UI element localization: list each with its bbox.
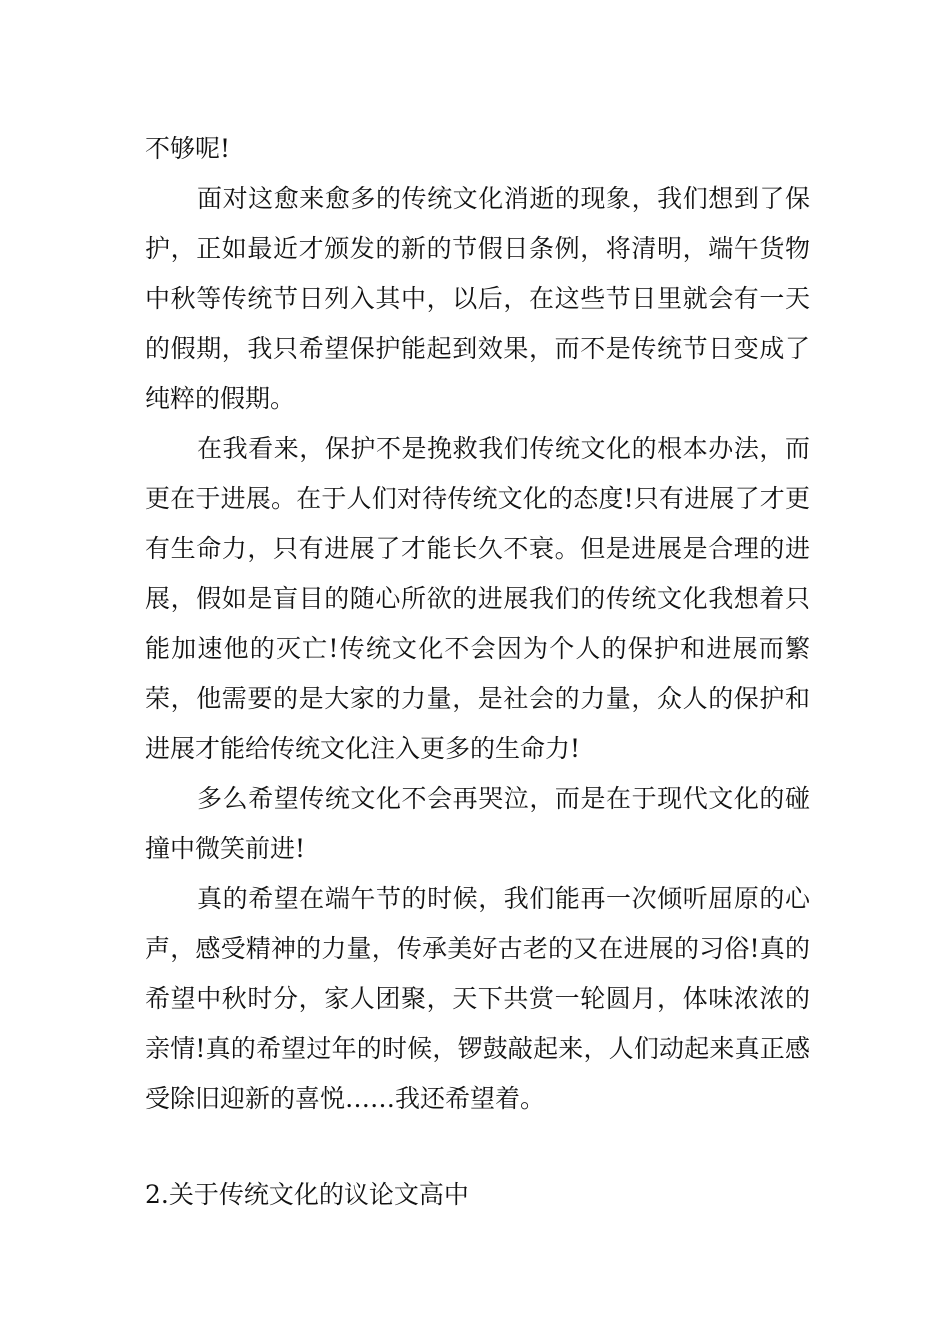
paragraph-2: 面对这愈来愈多的传统文化消逝的现象，我们想到了保护，正如最近才颁发的新的节假日条例，将清明，端午货物中秋等传统节日列入其中，以后，在这些节日里就会有一天的假期，我只希望保护能起到效果，而不是传统节日变成了纯粹的假期。 <box>145 184 810 413</box>
paragraph-1: 不够呢! <box>145 134 231 163</box>
article-body <box>145 124 810 1124</box>
paragraph-3: 在我看来，保护不是挽救我们传统文化的根本办法，而更在于进展。在于人们对待传统文化的态度!只有进展了才更有生命力，只有进展了才能长久不衰。但是进展是合理的进展，假如是盲目的随心所欲的进展我们的传统文化我想着只能加速他的灭亡!传统文化不会因为个人的保护和进展而繁荣，他需要的是大家的力量，是社会的力量，众人的保护和进展才能给传统文化注入更多的生命力! <box>145 434 810 763</box>
paragraph-5: 真的希望在端午节的时候，我们能再一次倾听屈原的心声，感受精神的力量，传承美好古老的又在进展的习俗!真的希望中秋时分，家人团聚，天下共赏一轮圆月，体味浓浓的亲情!真的希望过年的时候，锣鼓敲起来，人们动起来真正感受除旧迎新的喜悦……我还希望着。 <box>145 884 810 1113</box>
section-heading: 2.关于传统文化的议论文高中 <box>145 1180 469 1209</box>
paragraph-4: 多么希望传统文化不会再哭泣，而是在于现代文化的碰撞中微笑前进! <box>145 784 810 863</box>
